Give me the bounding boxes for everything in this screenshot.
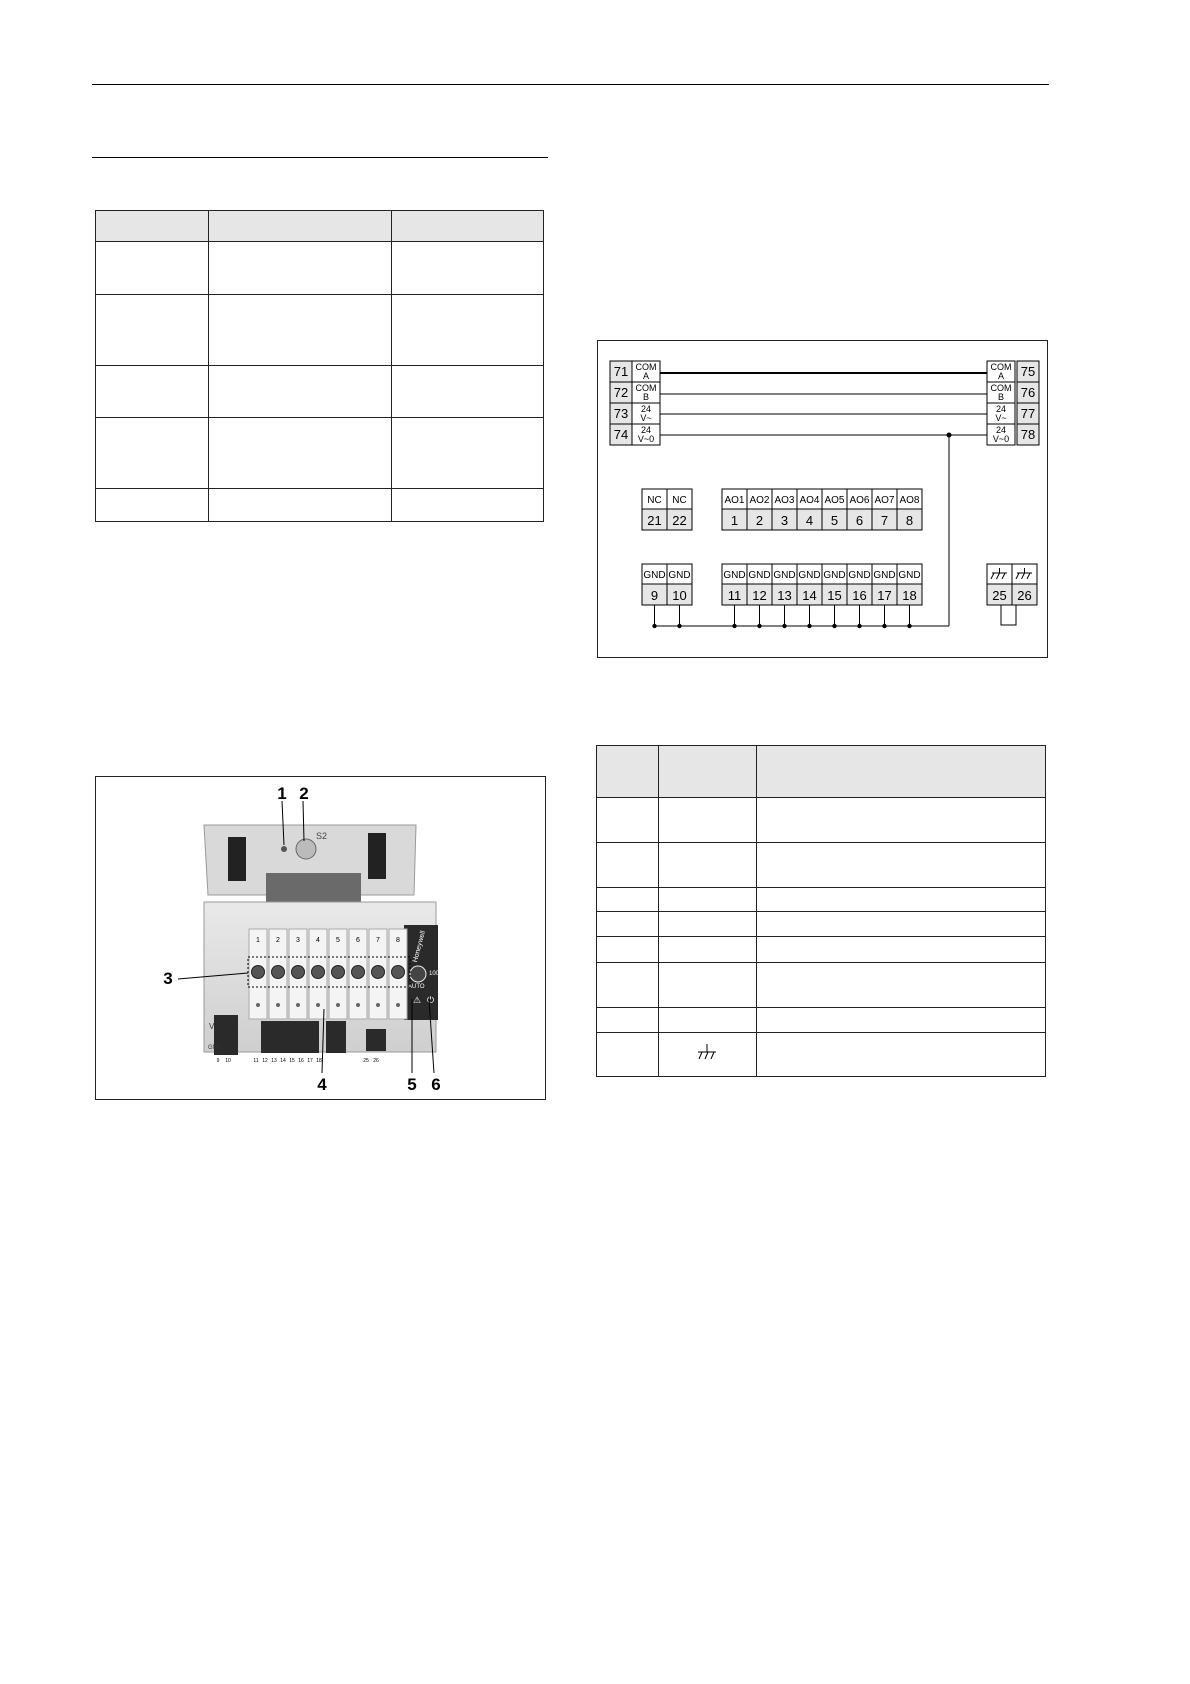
table-row <box>96 489 544 522</box>
io-terminal <box>797 489 822 530</box>
output-channel <box>349 929 367 1019</box>
terminal-label: NC <box>647 495 662 506</box>
io-terminal <box>722 564 747 628</box>
earth-symbol-cell <box>658 1033 756 1077</box>
manual-knob[interactable] <box>410 966 426 982</box>
terminal-number-label: 15 <box>289 1058 295 1064</box>
earth-ground-icon <box>696 1043 718 1061</box>
table-header-row <box>597 746 1046 798</box>
terminal-number: 25 <box>992 588 1007 603</box>
terminal-label: AO2 <box>749 495 770 506</box>
junction-dot <box>882 624 886 628</box>
device-photo <box>96 777 547 1101</box>
io-terminal <box>772 489 797 530</box>
io-terminal <box>642 489 667 530</box>
terminal-number: 14 <box>802 588 817 603</box>
terminal-number: 16 <box>852 588 867 603</box>
terminal-number: 73 <box>613 406 629 421</box>
terminal-label: GND <box>773 570 796 581</box>
terminal-number-label: 13 <box>271 1058 277 1064</box>
channel-number: 1 <box>256 937 260 944</box>
terminal-number: 77 <box>1020 406 1036 421</box>
terminal-number: 18 <box>902 588 917 603</box>
terminal-label-top: COM <box>990 383 1012 393</box>
io-terminal <box>747 564 772 628</box>
bus-terminal <box>987 361 1039 382</box>
terminal-label: AO7 <box>874 495 895 506</box>
terminal-number: 7 <box>880 513 889 528</box>
terminal-number: 72 <box>613 385 629 400</box>
terminals <box>610 361 1039 628</box>
left-table <box>95 210 544 522</box>
terminal-label: AO3 <box>774 495 795 506</box>
terminal-label: GND <box>723 570 746 581</box>
bus-terminal <box>987 403 1039 424</box>
junction-dot <box>832 624 836 628</box>
io-terminal <box>722 489 747 530</box>
callout-5: 5 <box>407 1075 417 1094</box>
channel-number: 8 <box>396 937 400 944</box>
terminal-number: 76 <box>1020 385 1036 400</box>
terminal-number-label: 11 <box>253 1058 259 1064</box>
table-row <box>597 1033 1046 1077</box>
callout-4: 4 <box>317 1075 327 1094</box>
terminal-block-right <box>368 833 386 879</box>
section-rule <box>92 157 548 158</box>
terminal-label: AO5 <box>824 495 845 506</box>
table-row <box>597 843 1046 888</box>
channel-number: 2 <box>276 937 280 944</box>
table-row <box>96 242 544 295</box>
bus-terminal <box>610 424 660 445</box>
terminal-label-top: COM <box>635 383 657 393</box>
bus-terminal <box>610 361 660 382</box>
table-row <box>597 937 1046 963</box>
output-channel <box>269 929 287 1019</box>
output-channel <box>389 929 407 1019</box>
terminal-label-bottom: V~ <box>640 413 652 423</box>
io-terminal <box>847 489 872 530</box>
terminal-number: 15 <box>827 588 842 603</box>
override-switch[interactable] <box>312 966 325 979</box>
header-rule <box>92 84 1049 85</box>
warning-led-icon: ⚠ <box>413 995 422 1005</box>
table-header-row <box>96 211 544 242</box>
channel-led <box>276 1003 280 1007</box>
io-terminal <box>897 564 922 628</box>
terminal-number: 5 <box>830 513 839 528</box>
terminal-number: 3 <box>780 513 789 528</box>
terminal-number: 1 <box>730 513 739 528</box>
channel-led <box>296 1003 300 1007</box>
terminal-label: GND <box>898 570 921 581</box>
terminal-label: GND <box>823 570 846 581</box>
junction-dot <box>782 624 786 628</box>
status-led-1 <box>281 846 287 852</box>
knob-label-bottom: AUTO <box>408 984 425 990</box>
table-row <box>597 888 1046 912</box>
bus-terminal <box>987 382 1039 403</box>
terminal-number: 4 <box>805 513 814 528</box>
module-label: S2 <box>316 831 328 841</box>
v-label: V <box>209 1022 215 1031</box>
terminal-label: GND <box>848 570 871 581</box>
override-switch[interactable] <box>352 966 365 979</box>
terminal-number: 9 <box>650 588 659 603</box>
terminal-label-top: 24 <box>995 404 1007 414</box>
terminal-number-label: 18 <box>316 1058 322 1064</box>
knob-label-top: 100 <box>429 971 440 977</box>
terminal-label-bottom: A <box>642 371 650 381</box>
device-photo-frame <box>95 776 546 1100</box>
terminal-label-top: 24 <box>995 425 1007 435</box>
terminal-number: 75 <box>1020 364 1036 379</box>
terminal-number: 10 <box>672 588 687 603</box>
junction-dot <box>857 624 861 628</box>
terminal-number: 17 <box>877 588 892 603</box>
channel-led <box>256 1003 260 1007</box>
junction-dot <box>677 624 681 628</box>
bottom-terminal-numbers <box>217 1058 379 1064</box>
table-row <box>597 963 1046 1008</box>
bottom-terminal-ao <box>261 1021 319 1053</box>
terminal-number: 26 <box>1017 588 1032 603</box>
io-terminal <box>772 564 797 628</box>
io-terminal <box>667 564 692 628</box>
io-terminal <box>667 489 692 530</box>
terminal-label: AO8 <box>899 495 920 506</box>
io-terminal <box>897 489 922 530</box>
table-row <box>96 295 544 366</box>
io-terminal <box>847 564 872 628</box>
terminal-number: 13 <box>777 588 792 603</box>
terminal-number: 21 <box>647 513 662 528</box>
terminal-label: GND <box>798 570 821 581</box>
output-channel <box>329 929 347 1019</box>
terminal-label: AO6 <box>849 495 870 506</box>
terminal-number: 12 <box>752 588 767 603</box>
io-terminal <box>797 564 822 628</box>
terminal-label-bottom: V~ <box>995 413 1007 423</box>
terminal-number-label: 16 <box>298 1058 304 1064</box>
io-terminal <box>822 489 847 530</box>
override-switch[interactable] <box>332 966 345 979</box>
table-row <box>597 1008 1046 1033</box>
terminal-number-label: 10 <box>225 1058 231 1064</box>
output-channel <box>249 929 267 1019</box>
override-switch[interactable] <box>252 966 265 979</box>
output-channel <box>309 929 327 1019</box>
terminal-number: 74 <box>613 427 629 442</box>
channel-number: 3 <box>296 937 300 944</box>
terminal-label-top: COM <box>635 362 657 372</box>
terminal-label-bottom: V~0 <box>992 434 1010 444</box>
override-switch[interactable] <box>272 966 285 979</box>
brand-label: Honeywell <box>411 930 428 964</box>
junction-dot <box>807 624 811 628</box>
output-channel <box>369 929 387 1019</box>
io-terminal <box>872 489 897 530</box>
junction-dot <box>907 624 911 628</box>
terminal-number: 11 <box>727 588 742 603</box>
channel-led <box>356 1003 360 1007</box>
terminal-label: AO1 <box>724 495 745 506</box>
terminal-block-left <box>228 837 246 881</box>
table-row <box>597 912 1046 937</box>
table-row <box>96 366 544 418</box>
terminal-label-top: 24 <box>640 425 652 435</box>
bottom-terminal-gnd <box>326 1021 346 1053</box>
channel-led <box>336 1003 340 1007</box>
terminal-label: GND <box>873 570 896 581</box>
terminal-number: 2 <box>755 513 764 528</box>
terminal-number-label: 25 <box>363 1058 369 1064</box>
terminal-label: GND <box>643 570 666 581</box>
gnd-label: GND <box>208 1045 222 1051</box>
rotary-switch-s2 <box>296 839 316 859</box>
callout-1: 1 <box>277 784 287 803</box>
output-channel <box>289 929 307 1019</box>
io-terminal <box>642 564 667 628</box>
channel-led <box>316 1003 320 1007</box>
power-led-icon: ⏻ <box>427 995 435 1005</box>
channel-led <box>396 1003 400 1007</box>
bottom-terminal-earth <box>366 1029 386 1051</box>
terminal-label: GND <box>748 570 771 581</box>
junction-dot <box>757 624 761 628</box>
bus-terminal <box>987 424 1039 445</box>
terminal-label-top: COM <box>990 362 1012 372</box>
terminal-number: 71 <box>613 364 629 379</box>
terminal-number-label: 12 <box>262 1058 268 1064</box>
junction-dot <box>732 624 736 628</box>
channel-number: 7 <box>376 937 380 944</box>
terminal-label: GND <box>668 570 691 581</box>
earth-terminal <box>987 564 1012 605</box>
module-connector <box>266 873 361 903</box>
bus-terminal <box>610 403 660 424</box>
channel-number: 4 <box>316 937 320 944</box>
junction-dot <box>652 624 656 628</box>
earth-bridge-line <box>1001 605 1016 625</box>
terminal-label-top: 24 <box>640 404 652 414</box>
bus-terminal <box>610 382 660 403</box>
wiring-diagram <box>597 340 1048 658</box>
io-terminal <box>822 564 847 628</box>
io-terminal <box>747 489 772 530</box>
earth-terminal <box>1012 564 1037 605</box>
terminal-label-bottom: A <box>997 371 1005 381</box>
channel-number: 6 <box>356 937 360 944</box>
terminal-label-bottom: B <box>642 392 650 402</box>
terminal-number: 78 <box>1020 427 1036 442</box>
callout-3: 3 <box>163 969 173 988</box>
channel-led <box>376 1003 380 1007</box>
terminal-number: 8 <box>905 513 914 528</box>
callout-2: 2 <box>299 784 309 803</box>
terminal-label-bottom: B <box>997 392 1005 402</box>
terminal-number-label: 14 <box>280 1058 286 1064</box>
terminal-number-label: 17 <box>307 1058 313 1064</box>
table-row <box>597 798 1046 843</box>
right-table <box>596 745 1046 1077</box>
terminal-label: AO4 <box>799 495 820 506</box>
override-switch[interactable] <box>392 966 405 979</box>
channel-number: 5 <box>336 937 340 944</box>
terminal-number: 22 <box>672 513 687 528</box>
terminal-number: 6 <box>855 513 864 528</box>
override-switch[interactable] <box>372 966 385 979</box>
table-row <box>96 418 544 489</box>
io-terminal <box>872 564 897 628</box>
terminal-label-bottom: V~0 <box>637 434 655 444</box>
wiring-diagram-svg <box>598 341 1049 659</box>
terminal-number-label: 9 <box>216 1058 220 1064</box>
terminal-label: NC <box>672 495 687 506</box>
terminal-number-label: 26 <box>373 1058 379 1064</box>
callout-6: 6 <box>431 1075 441 1094</box>
override-switch[interactable] <box>292 966 305 979</box>
